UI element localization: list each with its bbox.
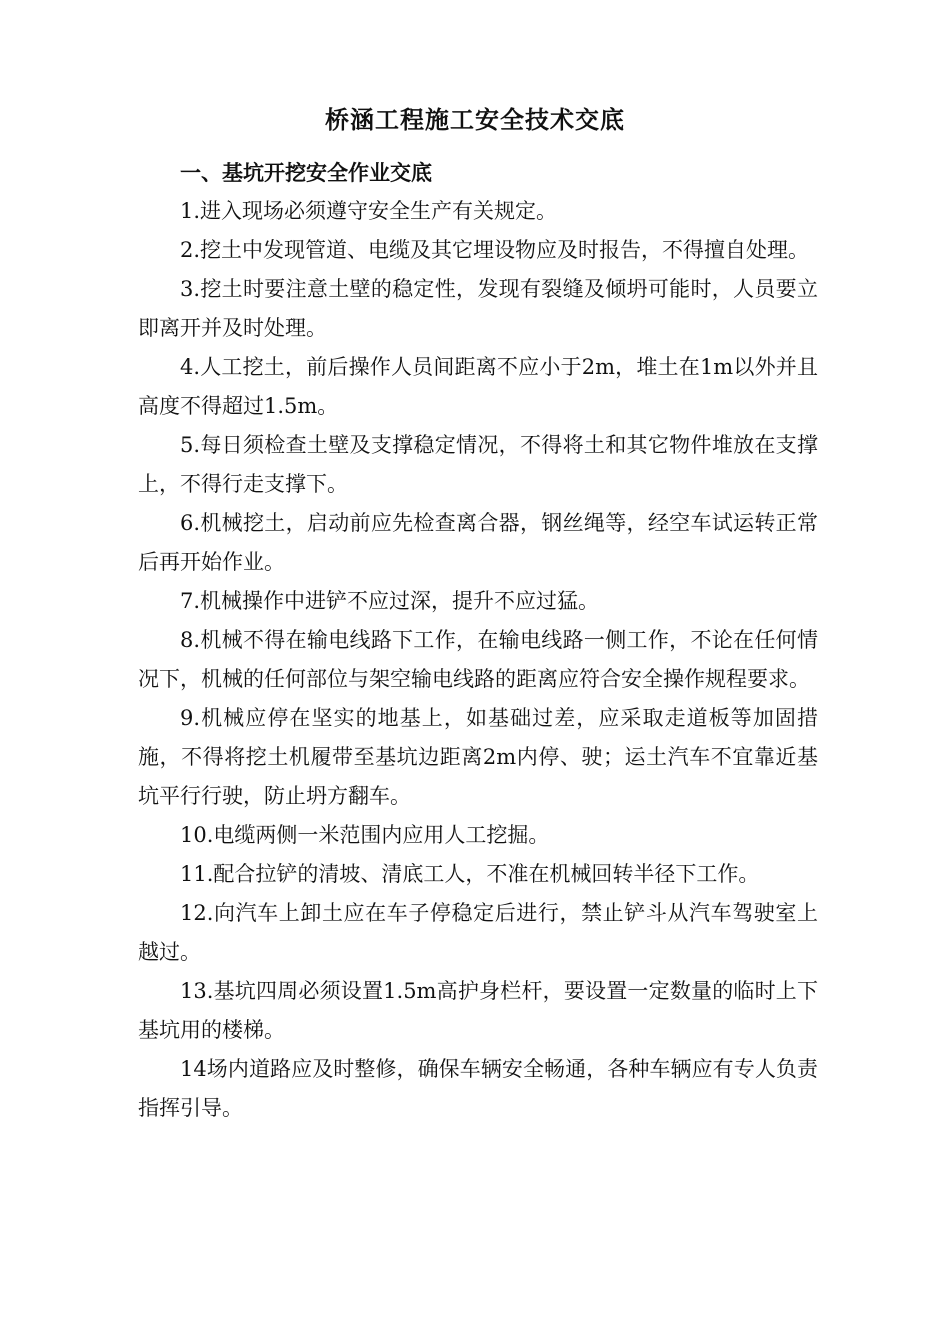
- section-heading: 一、基坑开挖安全作业交底: [180, 160, 432, 185]
- list-item: 10.电缆两侧一米范围内应用人工挖掘。: [180, 823, 550, 847]
- document-title: 桥涵工程施工安全技术交底: [325, 105, 625, 134]
- list-item: 3.挖土时要注意土壁的稳定性，发现有裂缝及倾坍可能时，人员要立即离开并及时处理。: [138, 277, 818, 340]
- list-item: 8.机械不得在输电线路下工作，在输电线路一侧工作，不论在任何情况下，机械的任何部位与架空输电线路的距离应符合安全操作规程要求。: [138, 628, 818, 691]
- list-item: 14场内道路应及时整修，确保车辆安全畅通，各种车辆应有专人负责指挥引导。: [138, 1057, 818, 1120]
- list-item: 6.机械挖土，启动前应先检查离合器，钢丝绳等，经空车试运转正常后再开始作业。: [138, 511, 818, 574]
- list-item: 12.向汽车上卸土应在车子停稳定后进行，禁止铲斗从汽车驾驶室上越过。: [138, 901, 818, 964]
- list-item: 7.机械操作中进铲不应过深，提升不应过猛。: [180, 589, 600, 613]
- list-item: 4.人工挖土，前后操作人员间距离不应小于2m，堆土在1m以外并且高度不得超过1.5m。: [138, 355, 818, 418]
- list-item: 2.挖土中发现管道、电缆及其它埋设物应及时报告，不得擅自处理。: [180, 238, 810, 262]
- document-body: [138, 153, 818, 1128]
- list-item: 11.配合拉铲的清坡、清底工人，不准在机械回转半径下工作。: [180, 862, 760, 886]
- list-item: 9.机械应停在坚实的地基上，如基础过差，应采取走道板等加固措施，不得将挖土机履带至基坑边距离2m内停、驶；运土汽车不宜靠近基坑平行行驶，防止坍方翻车。: [138, 706, 818, 808]
- list-item: 5.每日须检查土壁及支撑稳定情况，不得将土和其它物件堆放在支撑上，不得行走支撑下。: [138, 433, 818, 496]
- list-item: 13.基坑四周必须设置1.5m高护身栏杆，要设置一定数量的临时上下基坑用的楼梯。: [138, 979, 818, 1042]
- list-item: 1.进入现场必须遵守安全生产有关规定。: [180, 199, 558, 223]
